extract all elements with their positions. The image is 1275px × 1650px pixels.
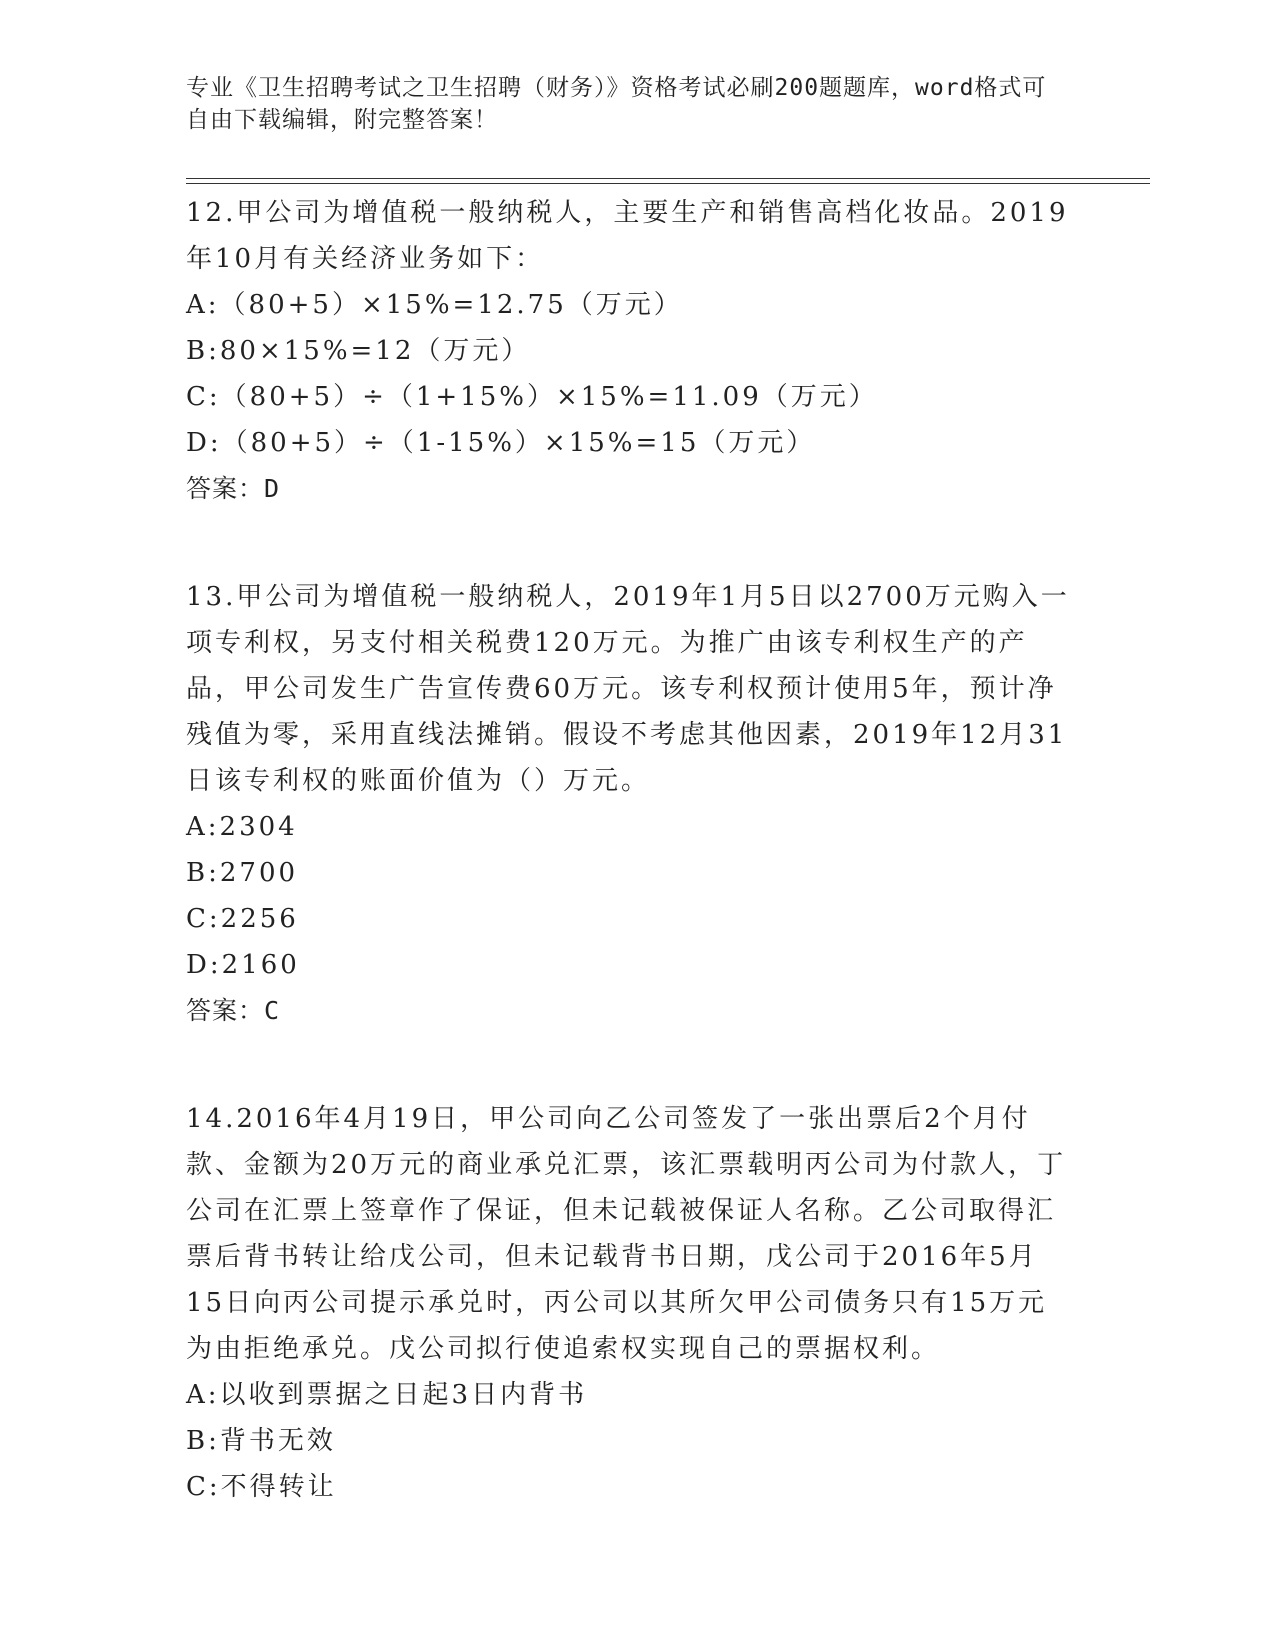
option-c: C:（80+5）÷（1+15%）×15%=11.09（万元） xyxy=(186,382,878,412)
option-a: A:以收到票据之日起3日内背书 xyxy=(186,1380,588,1410)
option-c: C:2256 xyxy=(186,904,299,934)
header-rule-bottom xyxy=(186,183,1150,184)
option-d: D:（80+5）÷（1-15%）×15%=15（万元） xyxy=(186,428,816,458)
option-b: B:背书无效 xyxy=(186,1426,336,1456)
question-gap xyxy=(186,1034,1076,1096)
option-c: C:不得转让 xyxy=(186,1472,337,1502)
question-12 xyxy=(186,190,1076,512)
option-b: B:80×15%=12（万元） xyxy=(186,336,531,366)
question-gap xyxy=(186,512,1076,574)
option-a: A:（80+5）×15%=12.75（万元） xyxy=(186,290,683,320)
option-a: A:2304 xyxy=(186,812,298,842)
option-d: D:2160 xyxy=(186,950,300,980)
document-header: 专业《卫生招聘考试之卫生招聘（财务）》资格考试必刷200题题库，word格式可自由下载编辑，附完整答案！ xyxy=(186,75,1047,133)
answer-line: 答案：D xyxy=(186,474,281,503)
question-14 xyxy=(186,1096,1076,1510)
question-list xyxy=(186,190,1076,1510)
answer-line: 答案：C xyxy=(186,996,281,1025)
question-stem: 14.2016年4月19日，甲公司向乙公司签发了一张出票后2个月付款、金额为20万元的商业承兑汇票，该汇票载明丙公司为付款人，丁公司在汇票上签章作了保证，但未记载被保证人名称。乙公司取得汇票后背书转让给戊公司，但未记载背书日期，戊公司于2016年5月15日向丙公司提示承兑时，丙公司以其所欠甲公司债务只有15万元为由拒绝承兑。戊公司拟行使追索权实现自己的票据权利。 xyxy=(186,1104,1067,1364)
header-rule-top xyxy=(186,178,1150,179)
question-stem: 13.甲公司为增值税一般纳税人，2019年1月5日以2700万元购入一项专利权，另支付相关税费120万元。为推广由该专利权生产的产品，甲公司发生广告宣传费60万元。该专利权预计使用5年，预计净残值为零，采用直线法摊销。假设不考虑其他因素，2019年12月31日该专利权的账面价值为（）万元。 xyxy=(186,582,1070,796)
question-stem: 12.甲公司为增值税一般纳税人，主要生产和销售高档化妆品。2019年10月有关经济业务如下： xyxy=(186,198,1069,274)
question-13 xyxy=(186,574,1076,1034)
option-b: B:2700 xyxy=(186,858,299,888)
